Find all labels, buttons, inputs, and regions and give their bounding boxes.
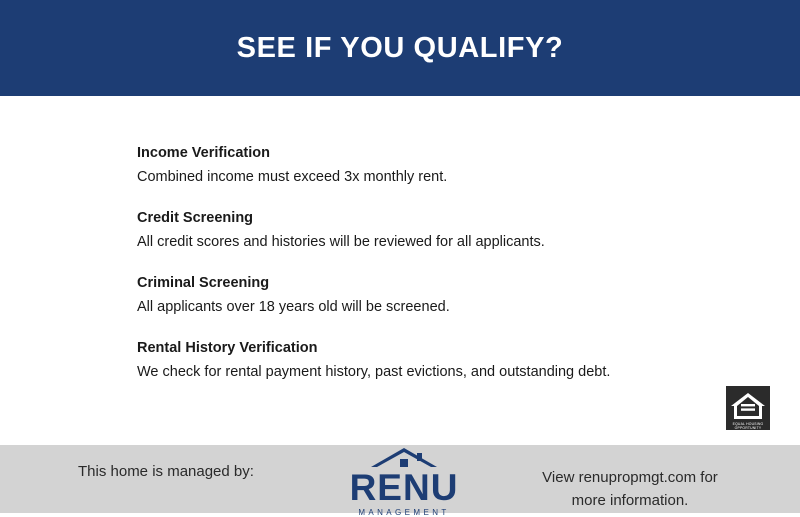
footer-bar — [0, 445, 800, 517]
criterion-title: Income Verification — [137, 145, 270, 161]
header-banner — [0, 0, 800, 96]
list-item — [137, 273, 737, 318]
criterion-description: All credit scores and histories will be reviewed for all applicants. — [137, 234, 545, 251]
renu-subtext: MANAGEMENT — [358, 508, 450, 517]
list-item — [137, 338, 737, 383]
equal-housing-caption: EQUAL HOUSING OPPORTUNITY — [732, 422, 764, 430]
list-item — [137, 143, 737, 188]
criterion-description: We check for rental payment history, past evictions, and outstanding debt. — [137, 364, 611, 381]
website-info-line-2: more information. — [571, 491, 689, 509]
page-title: SEE IF YOU QUALIFY? — [236, 31, 564, 64]
criterion-title: Criminal Screening — [137, 275, 270, 292]
website-info-line-1: View renupropmgt.com for — [542, 469, 718, 486]
website-info — [505, 467, 755, 512]
managed-by-label: This home is managed by: — [78, 463, 254, 480]
equal-housing-opportunity-icon — [726, 386, 770, 430]
criterion-title: Rental History Verification — [137, 340, 318, 357]
renu-wordmark: RENU — [349, 467, 459, 508]
main-content — [0, 100, 800, 445]
criterion-description: Combined income must exceed 3x monthly rent. — [137, 169, 448, 186]
list-item — [137, 208, 737, 253]
criteria-list — [137, 143, 737, 383]
criterion-title: Credit Screening — [137, 210, 254, 227]
criterion-description: All applicants over 18 years old will be screened. — [137, 299, 450, 316]
renu-logo — [330, 447, 478, 517]
house-roof-icon — [330, 447, 478, 469]
